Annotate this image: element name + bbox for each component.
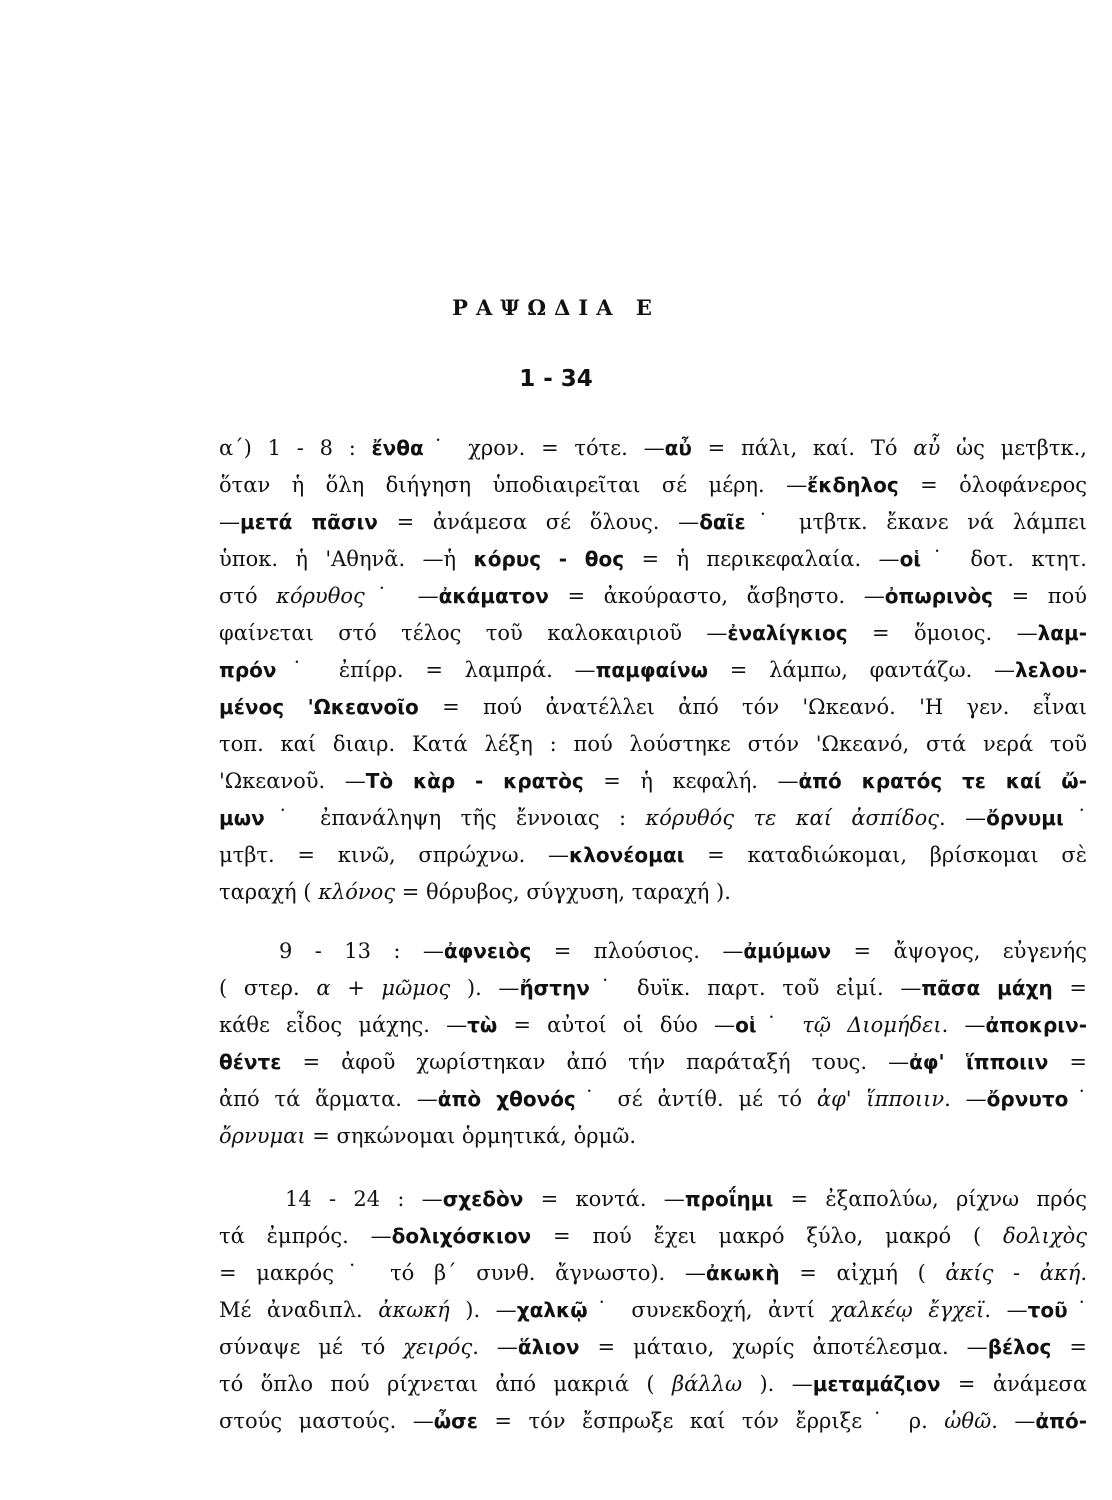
lemma-term: ἐναλίγκιος: [727, 621, 848, 645]
gloss-text: ˙ δοτ. κτητ.: [921, 547, 1087, 571]
lemma-term: ἀφ' ἵπποιιν: [909, 1050, 1049, 1074]
text-line: [219, 1081, 1087, 1118]
gloss-text: =: [1052, 976, 1088, 1000]
lemma-term: δολιχόσκιον: [391, 1224, 532, 1248]
gloss-text: ˙ ἐπανάληψη τῆς ἔννοιας :: [264, 806, 646, 830]
lemma-term: ἤστην: [519, 976, 590, 1000]
text-line: [219, 970, 1087, 1007]
gloss-text: . —: [991, 1409, 1036, 1433]
lemma-term: ἔκδηλος: [807, 473, 899, 497]
text-line: [219, 1118, 1087, 1155]
gloss-text: = μάταιο, χωρίς ἀποτέλεσμα. —: [579, 1335, 988, 1359]
italic-citation: κόρυθος: [276, 584, 365, 608]
line-range-heading: 1 - 34: [519, 366, 593, 392]
lemma-term: σχεδὸν: [442, 1187, 524, 1211]
gloss-text: . —: [944, 1087, 987, 1111]
gloss-text: . —: [938, 806, 987, 830]
lemma-term: ἔνθα: [371, 436, 424, 460]
text-line: [219, 1403, 1087, 1440]
lemma-term: οἱ: [735, 1013, 757, 1037]
italic-citation: ἀκίς - ἀκή: [945, 1261, 1081, 1285]
gloss-text: = αἰχμή (: [779, 1261, 946, 1285]
lemma-term: ἀποκριν-: [985, 1013, 1088, 1037]
lemma-term: μων: [219, 806, 265, 830]
gloss-text: = λάμπω, φαντάζω. —: [708, 658, 1015, 682]
gloss-text: ὅταν ἡ ὅλη διήγηση ὑποδιαιρεῖται σέ μέρη. —: [219, 473, 808, 497]
gloss-text: = μακρός˙ τό β΄ συνθ. ἄγνωστο). —: [219, 1261, 706, 1285]
gloss-text: ˙ —: [364, 584, 439, 608]
lemma-term: ἀφνειὸς: [443, 939, 532, 963]
gloss-text: = θόρυβος, σύγχυση, ταραχή ).: [395, 880, 731, 904]
gloss-text: . —: [984, 1298, 1028, 1322]
gloss-text: ). —: [450, 976, 520, 1000]
lemma-term: λαμ-: [1037, 621, 1088, 645]
gloss-text: ). —: [742, 1372, 813, 1396]
text-line: [219, 837, 1087, 874]
rhapsody-title: ΡΑΨΩΔΙΑ Ε: [452, 295, 660, 320]
gloss-text: ˙ χρον. = τότε. —: [423, 436, 665, 460]
gloss-text: ˙ μτβτκ. ἔκανε νά λάμπει: [745, 510, 1087, 534]
commentary-section-1-8: [219, 430, 1087, 911]
lemma-term: βέλος: [987, 1335, 1052, 1359]
gloss-text: ). —: [449, 1298, 517, 1322]
gloss-text: = πού: [993, 584, 1087, 608]
italic-citation: τῷ Διομήδει: [802, 1013, 942, 1037]
text-line: [219, 652, 1087, 689]
gloss-text: κάθε εἶδος μάχης. —: [219, 1013, 468, 1037]
gloss-text: ˙ συνεκδοχή, ἀντί: [587, 1298, 831, 1322]
lemma-term: κλονέομαι: [569, 843, 685, 867]
text-line: [219, 874, 1087, 911]
italic-citation: ἀκωκή: [378, 1298, 450, 1322]
text-line: [219, 1007, 1087, 1044]
gloss-text: σύναψε μέ τό: [219, 1335, 404, 1359]
text-line: [219, 504, 1087, 541]
lemma-term: ἀπὸ χθονός: [437, 1087, 576, 1111]
text-line: [219, 541, 1087, 578]
lemma-term: ἀκωκὴ: [705, 1261, 780, 1285]
lemma-term: τοῦ: [1027, 1298, 1068, 1322]
gloss-text: ˙: [1068, 1087, 1088, 1111]
lemma-term: θέντε: [219, 1050, 282, 1074]
gloss-text: = ἀφοῦ χωρίστηκαν ἀπό τήν παράταξή τους. —: [281, 1050, 910, 1074]
gloss-text: = κοντά. —: [523, 1187, 685, 1211]
gloss-text: = πάλι, καί. Τό: [691, 436, 914, 460]
gloss-text: = αὐτοί οἱ δύο —: [497, 1013, 736, 1037]
gloss-text: = σηκώνομαι ὁρμητικά, ὁρμῶ.: [305, 1124, 637, 1148]
lemma-term: ὄρνυμι: [986, 806, 1064, 830]
lemma-term: πρόν: [219, 658, 277, 682]
gloss-text: ὡς μετβτκ.,: [940, 436, 1087, 460]
lemma-term: ἀκάματον: [438, 584, 549, 608]
lemma-term: πᾶσα μάχη: [921, 976, 1053, 1000]
text-line: [219, 1181, 1087, 1218]
text-line: [219, 933, 1087, 970]
text-line: [219, 1255, 1087, 1292]
gloss-text: . —: [472, 1335, 518, 1359]
gloss-text: 14 - 24 : —: [285, 1187, 443, 1211]
text-line: [219, 1329, 1087, 1366]
lemma-term: κόρυς - θος: [473, 547, 625, 571]
lemma-term: Τὸ κὰρ - κρατὸς: [365, 769, 584, 793]
text-line: [219, 689, 1087, 726]
italic-citation: ὄρνυμαι: [219, 1124, 306, 1148]
italic-citation: α + μῶμος: [316, 976, 451, 1000]
gloss-text: στούς μαστούς. —: [219, 1409, 434, 1433]
gloss-text: ˙: [756, 1013, 803, 1037]
gloss-text: ˙ σέ ἀντίθ. μέ τό: [575, 1087, 817, 1111]
lemma-term: δαῖε: [699, 510, 746, 534]
gloss-text: = ἀκούραστο, ἄσβηστο. —: [548, 584, 885, 608]
italic-citation: δολιχὸς: [1003, 1224, 1087, 1248]
lemma-term: αὖ: [664, 436, 692, 460]
italic-citation: ἀφ' ἵπποιιν: [816, 1087, 945, 1111]
lemma-term: ὦσε: [433, 1409, 478, 1433]
commentary-section-14-24: [219, 1181, 1087, 1440]
lemma-term: χαλκῷ: [516, 1298, 588, 1322]
text-line: [219, 430, 1087, 467]
gloss-text: = ὅμοιος. —: [847, 621, 1038, 645]
lemma-term: μετά πᾶσιν: [240, 510, 378, 534]
gloss-text: = ἀνάμεσα: [940, 1372, 1088, 1396]
gloss-text: ( στερ.: [219, 976, 317, 1000]
gloss-text: ὑποκ. ἡ 'Αθηνᾶ. —ἡ: [219, 547, 474, 571]
lemma-term: λελου-: [1015, 658, 1087, 682]
gloss-text: τά ἐμπρός. —: [219, 1224, 392, 1248]
lemma-term: ὄρνυτο: [986, 1087, 1069, 1111]
text-line: [219, 615, 1087, 652]
gloss-text: =: [1051, 1335, 1088, 1359]
gloss-text: τό ὅπλο πού ρίχνεται ἀπό μακριά (: [219, 1372, 672, 1396]
italic-citation: χειρός: [403, 1335, 473, 1359]
gloss-text: = ἐξαπολύω, ρίχνω πρός: [773, 1187, 1087, 1211]
lemma-term: ἀμύμων: [743, 939, 832, 963]
gloss-text: = ὁλοφάνερος: [898, 473, 1087, 497]
text-line: [219, 1292, 1087, 1329]
gloss-text: = τόν ἔσπρωξε καί τόν ἔρριξε˙ ρ.: [477, 1409, 945, 1433]
gloss-text: μτβτ. = κινῶ, σπρώχνω. —: [219, 843, 570, 867]
italic-citation: αὖ: [913, 436, 941, 460]
text-line: [219, 726, 1087, 763]
gloss-text: = ἀνάμεσα σέ ὅλους. —: [377, 510, 700, 534]
text-line: [219, 763, 1087, 800]
italic-citation: κλόνος: [318, 880, 396, 904]
gloss-text: =: [1048, 1050, 1087, 1074]
italic-citation: χαλκέῳ ἔγχεϊ: [830, 1298, 985, 1322]
gloss-text: = ἡ κεφαλή. —: [583, 769, 799, 793]
gloss-text: ˙: [1067, 1298, 1088, 1322]
gloss-text: = ἄψογος, εὐγενής: [831, 939, 1087, 963]
lemma-term: ἀπό κρατός τε καί ὤ-: [798, 769, 1087, 793]
lemma-term: προΐημι: [684, 1187, 774, 1211]
gloss-text: .: [1080, 1261, 1087, 1285]
lemma-term: οἱ: [899, 547, 922, 571]
gloss-text: = πού ἔχει μακρό ξύλο, μακρό (: [531, 1224, 1004, 1248]
lemma-term: ὀπωρινὸς: [884, 584, 994, 608]
gloss-text: φαίνεται στό τέλος τοῦ καλοκαιριοῦ —: [219, 621, 728, 645]
gloss-text: 9 - 13 : —: [279, 939, 444, 963]
gloss-text: ˙ δυϊκ. παρτ. τοῦ εἰμί. —: [589, 976, 922, 1000]
lemma-term: παμφαίνω: [595, 658, 709, 682]
gloss-text: ταραχή (: [219, 880, 319, 904]
lemma-term: τὼ: [467, 1013, 498, 1037]
gloss-text: α΄) 1 - 8 :: [219, 436, 372, 460]
italic-citation: βάλλω: [672, 1372, 743, 1396]
text-line: [219, 1044, 1087, 1081]
lemma-term: μένος 'Ωκεανοῖο: [219, 695, 419, 719]
lemma-term: ἀπό-: [1035, 1409, 1087, 1433]
gloss-text: 'Ωκεανοῦ. —: [219, 769, 366, 793]
gloss-text: ˙: [1063, 806, 1088, 830]
gloss-text: Μέ ἀναδιπλ.: [219, 1298, 379, 1322]
text-line: [219, 800, 1087, 837]
gloss-text: στό: [219, 584, 277, 608]
lemma-term: ἅλιον: [517, 1335, 580, 1359]
gloss-text: = πλούσιος. —: [531, 939, 744, 963]
text-line: [219, 467, 1087, 504]
text-line: [219, 1218, 1087, 1255]
gloss-text: —: [219, 510, 240, 534]
gloss-text: . —: [941, 1013, 986, 1037]
lemma-term: μεταμάζιον: [812, 1372, 941, 1396]
italic-citation: κόρυθός τε καί ἀσπίδος: [645, 806, 939, 830]
text-line: [219, 1366, 1087, 1403]
gloss-text: ἀπό τά ἅρματα. —: [219, 1087, 438, 1111]
gloss-text: = πού ἀνατέλλει ἀπό τόν 'Ωκεανό. 'Η γεν. εἶναι: [418, 695, 1087, 719]
commentary-section-9-13: [219, 933, 1087, 1155]
gloss-text: ˙ ἐπίρρ. = λαμπρά. —: [276, 658, 596, 682]
gloss-text: = ἡ περικεφαλαία. —: [624, 547, 900, 571]
gloss-text: = καταδιώκομαι, βρίσκομαι σὲ: [684, 843, 1087, 867]
text-line: [219, 578, 1087, 615]
gloss-text: τοπ. καί διαιρ. Κατά λέξη : πού λούστηκε στόν 'Ωκεανό, στά νερά τοῦ: [219, 732, 1087, 756]
italic-citation: ὠθῶ: [944, 1409, 992, 1433]
